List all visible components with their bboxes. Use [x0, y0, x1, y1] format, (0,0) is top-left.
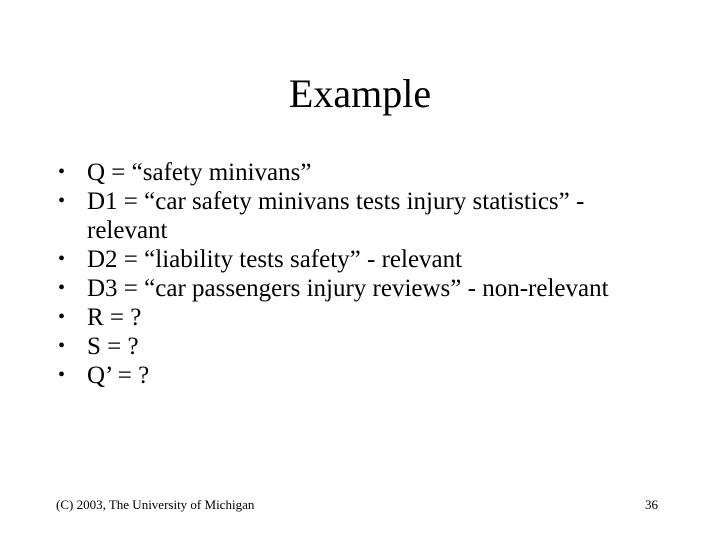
footer-copyright: (C) 2003, The University of Michigan — [56, 497, 255, 512]
bullet-text: D2 = “liability tests safety” - relevant — [87, 246, 463, 273]
bullet-icon: • — [58, 364, 66, 386]
bullet-text: R = ? — [87, 304, 142, 331]
bullet-item-q-prime — [56, 361, 666, 390]
bullet-icon: • — [58, 190, 66, 212]
page-number: 36 — [645, 497, 658, 512]
bullet-item-q — [56, 158, 666, 187]
bullet-icon: • — [58, 248, 66, 270]
bullet-item-r — [56, 303, 666, 332]
bullet-item-d2 — [56, 245, 666, 274]
bullet-item-d1 — [56, 187, 666, 245]
bullet-item-d3 — [56, 274, 666, 303]
bullet-text: D1 = “car safety minivans tests injury statistics” - relevant — [87, 188, 585, 244]
bullet-text: Q’ = ? — [87, 362, 150, 389]
bullet-text: D3 = “car passengers injury reviews” - non-relevant — [87, 275, 609, 302]
slide-title: Example — [288, 71, 432, 116]
bullet-text: S = ? — [87, 333, 139, 360]
bullet-icon: • — [58, 161, 66, 183]
bullet-list — [56, 158, 666, 390]
bullet-icon: • — [58, 277, 66, 299]
bullet-icon: • — [58, 306, 66, 328]
bullet-item-s — [56, 332, 666, 361]
bullet-icon: • — [58, 335, 66, 357]
bullet-text: Q = “safety minivans” — [87, 159, 312, 186]
